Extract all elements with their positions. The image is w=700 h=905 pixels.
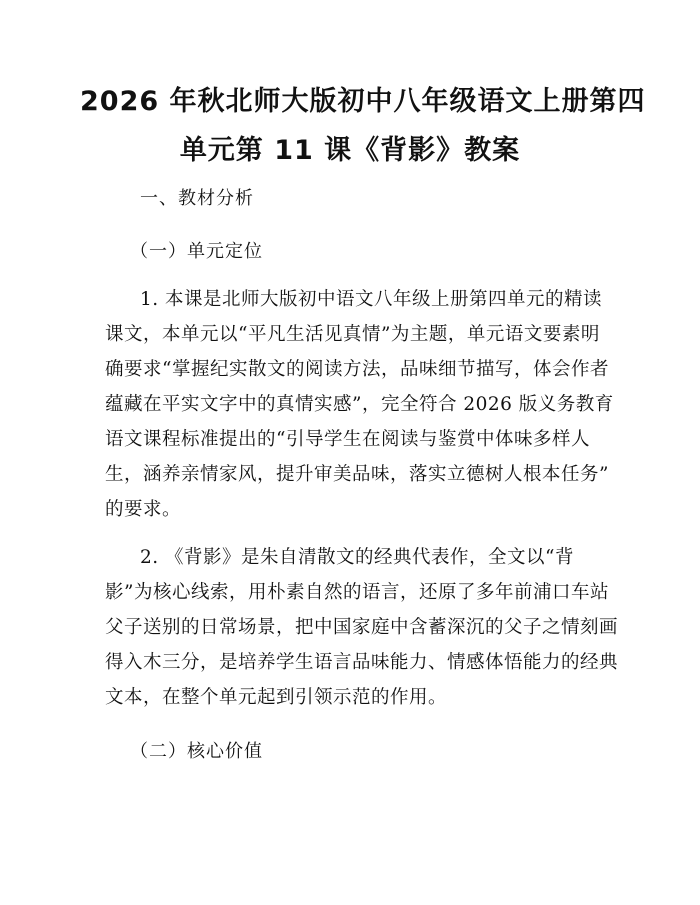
- subsection-heading-core-value: （二）核心价值: [130, 741, 263, 762]
- paragraph-1-line: 确要求“掌握纪实散文的阅读方法，品味细节描写，体会作者: [105, 359, 609, 380]
- paragraph-2-line: 影”为核心线索，用朴素自然的语言，还原了多年前浦口车站: [105, 582, 609, 603]
- paragraph-2-line: 父子送别的日常场景，把中国家庭中含蓄深沉的父子之情刻画: [105, 617, 619, 638]
- subsection-heading-unit-positioning: （一）单元定位: [130, 241, 263, 262]
- document-title-line-2: 单元第 11 课《背影》教案: [179, 135, 521, 166]
- paragraph-2-line: 文本，在整个单元起到引领示范的作用。: [105, 687, 448, 708]
- document-title-line-1: 2026 年秋北师大版初中八年级语文上册第四: [80, 86, 646, 117]
- paragraph-1-line: 生，涵养亲情家风，提升审美品味，落实立德树人根本任务”: [105, 464, 609, 485]
- paragraph-1-line: 1. 本课是北师大版初中语文八年级上册第四单元的精读: [140, 289, 603, 310]
- paragraph-1-line: 语文课程标准提出的“引导学生在阅读与鉴赏中体味多样人: [105, 429, 590, 450]
- paragraph-1-line: 蕴藏在平实文字中的真情实感”，完全符合 2026 版义务教育: [105, 394, 614, 415]
- paragraph-1-line: 课文，本单元以“平凡生活见真情”为主题，单元语文要素明: [105, 324, 600, 345]
- paragraph-2-line: 得入木三分，是培养学生语言品味能力、情感体悟能力的经典: [105, 652, 619, 673]
- paragraph-2-line: 2. 《背影》是朱自清散文的经典代表作，全文以“背: [140, 547, 574, 568]
- section-heading-textbook-analysis: 一、教材分析: [140, 188, 254, 209]
- paragraph-1-line: 的要求。: [105, 499, 182, 520]
